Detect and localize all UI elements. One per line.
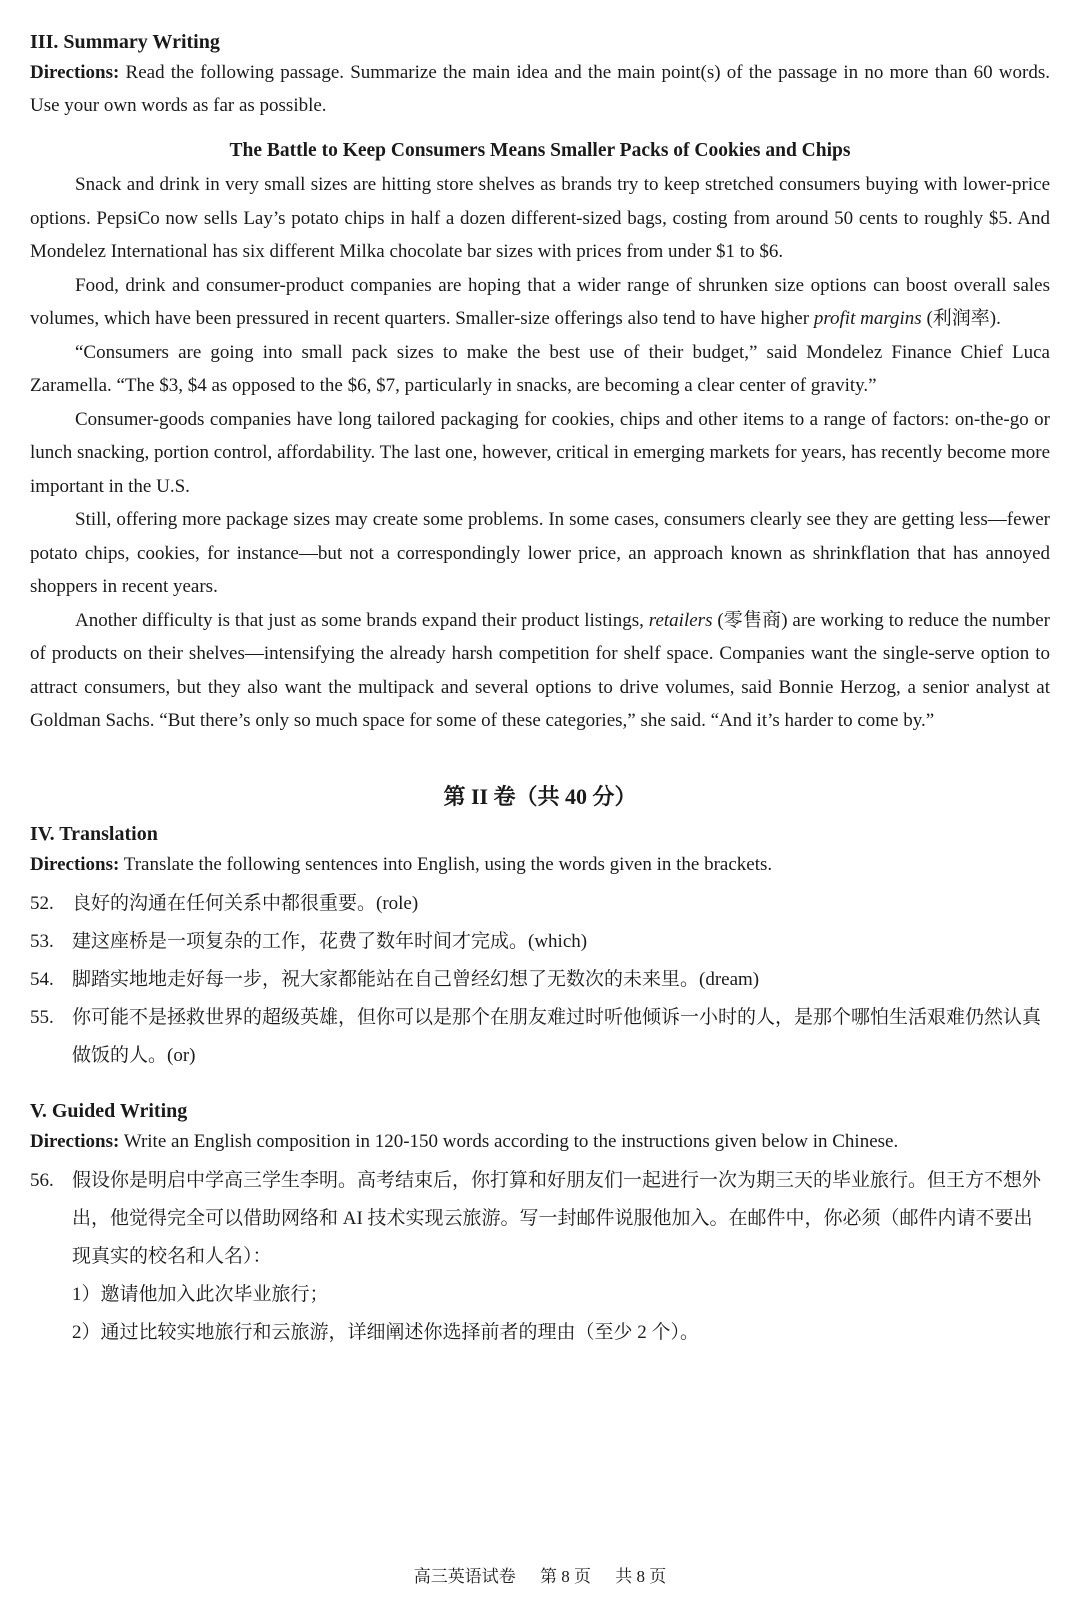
passage-paragraph-5: Still, offering more package sizes may create some problems. In some cases, consumers clearly see they are getting less—fewer potato chips, cookies, for instance—but not a correspondingly lower price, an approach known as shrinkflation that has annoyed shoppers in recent years. bbox=[30, 509, 1050, 597]
section-heading-translation: IV. Translation bbox=[30, 822, 158, 845]
directions-label: Directions: bbox=[30, 853, 120, 875]
requirement-2: 2）通过比较实地旅行和云旅游，详细阐述你选择前者的理由（至少 2 个）。 bbox=[72, 1321, 700, 1343]
section-heading-summary: III. Summary Writing bbox=[30, 31, 220, 53]
directions-summary bbox=[30, 56, 1050, 122]
paragraph-text: Food, drink and consumer-product companies are hoping that a wider range of shrunken size options can boost overall sales volumes, which have been pressured in recent quarters. Smaller-size offerings also tend to have higher bbox=[30, 274, 1050, 329]
question-number: 56. bbox=[30, 1169, 54, 1191]
passage-paragraph-1: Snack and drink in very small sizes are hitting store shelves as brands try to keep stretched consumers buying with lower-price options. PepsiCo now sells Lay’s potato chips in half a dozen different-sized bags, costing from around 50 cents to roughly $5. And Mondelez International has six different Milka chocolate bar sizes with prices from under $1 to $6. bbox=[30, 174, 1050, 262]
passage-title: The Battle to Keep Consumers Means Smaller Packs of Cookies and Chips bbox=[229, 140, 851, 161]
question-number: 53. bbox=[30, 930, 54, 952]
question-text: 你可能不是拯救世界的超级英雄，但你可以是那个在朋友难过时听他倾诉一小时的人，是那个哪怕生活艰难仍然认真做饭的人。(or) bbox=[72, 1006, 1042, 1066]
footer-page-number: 第 8 页 bbox=[540, 1567, 591, 1586]
paragraph-text: (零售商) are working to reduce the number of products on their shelves—intensifying the already harsh competition for shelf space. Companies want the single-serve option to attract consumers, but they also want the multipack and several options to drive volumes, said Bonnie Herzog, a senior analyst at Goldman Sachs. “But there’s only so much space for some of these categories,” she said. “And it’s harder to come by.” bbox=[30, 609, 1050, 731]
directions-label: Directions: bbox=[30, 1130, 120, 1152]
passage-paragraph-3: “Consumers are going into small pack sizes to make the best use of their budget,” said Mondelez Finance Chief Luca Zaramella. “The $3, $4 as opposed to the $6, $7, particularly in snacks, are becoming a clear center of gravity.” bbox=[30, 341, 1050, 396]
page-footer bbox=[0, 1562, 1080, 1587]
question-number: 54. bbox=[30, 968, 54, 990]
footer-total-pages: 共 8 页 bbox=[615, 1567, 667, 1586]
directions-guided-writing bbox=[30, 1125, 1050, 1158]
translation-item-53 bbox=[30, 923, 1050, 961]
passage-paragraph-2 bbox=[30, 269, 1050, 336]
paragraph-text: Another difficulty is that just as some brands expand their product listings, bbox=[75, 609, 649, 631]
translation-item-52 bbox=[30, 885, 1050, 923]
translation-item-54 bbox=[30, 961, 1050, 999]
question-number: 52. bbox=[30, 892, 54, 914]
question-text: 假设你是明启中学高三学生李明。高考结束后，你打算和好朋友们一起进行一次为期三天的毕业旅行。但王方不想外出，他觉得完全可以借助网络和 AI 技术实现云旅游。写一封邮件说服他加入。在邮件中，你必须（邮件内请不要出现真实的校名和人名）： bbox=[72, 1169, 1042, 1267]
passage-paragraph-6 bbox=[30, 604, 1050, 738]
glossed-term: profit margins bbox=[813, 308, 922, 329]
translation-item-55 bbox=[30, 999, 1050, 1075]
part-two-heading: 第 II 卷（共 40 分） bbox=[443, 783, 637, 809]
footer-exam-name: 高三英语试卷 bbox=[413, 1567, 516, 1586]
directions-translation bbox=[30, 848, 1050, 881]
directions-text: Read the following passage. Summarize the main idea and the main point(s) of the passage in no more than 60 words. Use your own words as far as possible. bbox=[30, 62, 1050, 116]
glossed-term: retailers bbox=[648, 609, 713, 631]
question-text: 建这座桥是一项复杂的工作，花费了数年时间才完成。(which) bbox=[72, 930, 588, 952]
question-text: 脚踏实地地走好每一步，祝大家都能站在自己曾经幻想了无数次的未来里。(dream) bbox=[72, 968, 760, 990]
question-number: 55. bbox=[30, 1006, 54, 1028]
directions-label: Directions: bbox=[30, 62, 120, 83]
directions-text: Translate the following sentences into English, using the words given in the brackets. bbox=[123, 853, 773, 875]
directions-text: Write an English composition in 120-150 words according to the instructions given below in Chinese. bbox=[123, 1130, 899, 1152]
passage-paragraph-4: Consumer-goods companies have long tailored packaging for cookies, chips and other items to a range of factors: on-the-go or lunch snacking, portion control, affordability. The last one, however, critical in emerging markets for years, has recently become more important in the U.S. bbox=[30, 408, 1050, 497]
question-text: 良好的沟通在任何关系中都很重要。(role) bbox=[72, 892, 419, 914]
writing-task-56 bbox=[30, 1162, 1050, 1276]
spacer bbox=[30, 1075, 1050, 1097]
paragraph-text: (利润率). bbox=[921, 308, 1001, 329]
section-heading-guided-writing: V. Guided Writing bbox=[30, 1099, 188, 1122]
requirement-1: 1）邀请他加入此次毕业旅行； bbox=[72, 1283, 329, 1305]
